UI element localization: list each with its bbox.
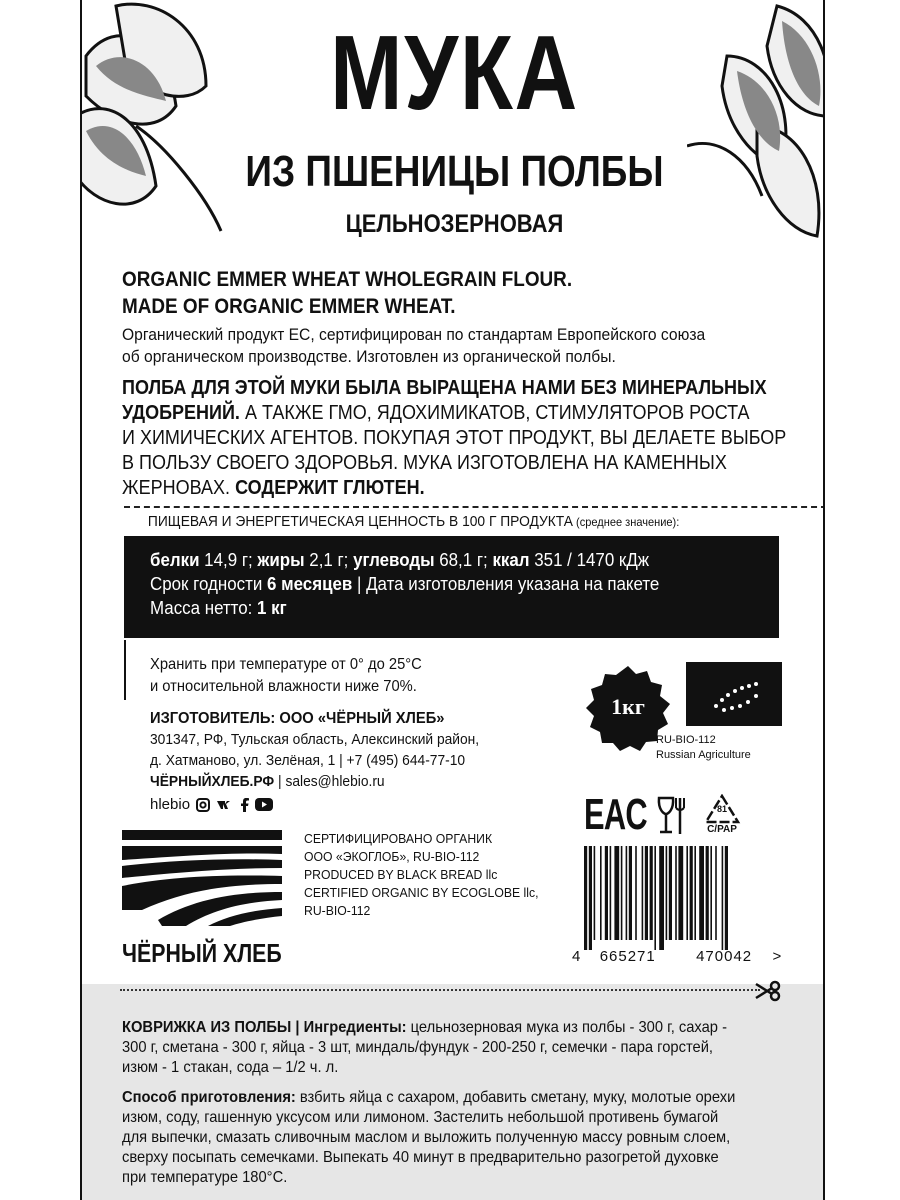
website-link[interactable]: ЧЁРНЫЙХЛЕБ.РФ <box>150 773 275 790</box>
eu-cert-origin: Russian Agriculture <box>656 749 751 761</box>
barcode-digits-right: 470042 <box>696 948 753 965</box>
recipe-method-1: взбить яйца с сахаром, добавить сметану, муку, молотые орехи <box>295 1089 736 1106</box>
kcal-label: ккал <box>492 550 530 570</box>
protein-label: белки <box>150 550 200 570</box>
instagram-icon[interactable] <box>196 798 210 812</box>
product-subtitle: ИЗ ПШЕНИЦЫ ПОЛБЫ <box>245 147 664 196</box>
fat-value: 2,1 г; <box>304 550 354 570</box>
cert-line-3: PRODUCED BY BLACK BREAD llc <box>304 867 498 882</box>
desc-line-4: В ПОЛЬЗУ СВОЕГО ЗДОРОВЬЯ. МУКА ИЗГОТОВЛЕНА НА КАМЕННЫХ <box>122 452 727 474</box>
nutrition-heading <box>124 506 825 530</box>
storage-conditions <box>150 654 422 698</box>
desc-line-2: А ТАКЖЕ ГМО, ЯДОХИМИКАТОВ, СТИМУЛЯТОРОВ РОСТА <box>239 402 750 424</box>
mass-label: Масса нетто: <box>150 598 258 618</box>
recipe-method-label: Способ приготовления: <box>122 1089 296 1106</box>
weight-badge-label: 1кг <box>611 694 645 719</box>
recipe-ingredients-2: 300 г, сметана - 300 г, яйца - 3 шт, миндаль/фундук - 200-250 г, семечки - пара горстей, <box>122 1039 714 1056</box>
facebook-icon[interactable] <box>240 798 249 812</box>
label-page <box>80 0 825 1200</box>
nutrition-heading-text: ПИЩЕВАЯ И ЭНЕРГЕТИЧЕСКАЯ ЦЕННОСТЬ В 100 Г ПРОДУКТА <box>147 513 573 530</box>
organic-statement <box>122 324 705 368</box>
product-type: ЦЕЛЬНОЗЕРНОВАЯ <box>345 210 564 238</box>
product-title: МУКА <box>330 14 579 132</box>
barcode-number <box>572 948 782 965</box>
english-description <box>122 266 572 320</box>
youtube-icon[interactable] <box>255 798 273 811</box>
desc-line-5: ЖЕРНОВАХ. <box>122 477 236 499</box>
protein-value: 14,9 г; <box>199 550 258 570</box>
eu-cert-text <box>656 733 751 763</box>
recipe-title: КОВРИЖКА ИЗ ПОЛБЫ | Ингредиенты: <box>122 1019 407 1036</box>
product-description <box>122 376 786 501</box>
desc-line-2-bold: УДОБРЕНИЙ. <box>122 402 240 424</box>
divider-line <box>124 640 126 700</box>
english-line-1: ORGANIC EMMER WHEAT WHOLEGRAIN FLOUR. <box>122 268 573 291</box>
recipe-method-2: изюм, соду, гашенную уксусом или лимоном. Застелить небольшой противень бумагой <box>122 1109 719 1126</box>
manufacturer-address-1: 301347, РФ, Тульская область, Алексинский район, <box>150 731 480 748</box>
organic-line-1: Органический продукт ЕС, сертифицирован по стандартам Европейского союза <box>122 325 706 344</box>
cert-line-1: СЕРТИФИЦИРОВАНО ОРГАНИК <box>304 831 493 846</box>
eac-mark: EAC <box>584 790 647 839</box>
barcode-arrow: > <box>772 948 783 965</box>
social-name: hlebio <box>150 796 191 813</box>
nutrition-panel <box>124 536 779 638</box>
recipe-text <box>122 1018 748 1188</box>
email-text: | sales@hlebio.ru <box>274 773 385 790</box>
english-line-2: MADE OF ORGANIC EMMER WHEAT. <box>122 295 456 318</box>
recycle-code: 81 <box>716 804 727 814</box>
storage-line-2: и относительной влажности ниже 70%. <box>150 678 417 695</box>
kcal-value: 351 / 1470 кДж <box>529 550 650 570</box>
social-links <box>150 796 273 813</box>
shelf-label: Срок годности <box>150 574 267 594</box>
brand-name: ЧЁРНЫЙ ХЛЕБ <box>122 938 282 968</box>
recipe-method-3: для выпечки, смазать сливочным маслом и выложить полученную массу ровным слоем, <box>122 1129 731 1146</box>
barcode-digits-left: 665271 <box>599 948 656 965</box>
desc-line-3: И ХИМИЧЕСКИХ АГЕНТОВ. ПОКУПАЯ ЭТОТ ПРОДУКТ, ВЫ ДЕЛАЕТЕ ВЫБОР <box>122 427 787 449</box>
mass-value: 1 кг <box>257 598 287 618</box>
carbs-value: 68,1 г; <box>434 550 493 570</box>
recipe-method-5: при температуре 180°С. <box>122 1169 288 1186</box>
desc-line-1: ПОЛБА ДЛЯ ЭТОЙ МУКИ БЫЛА ВЫРАЩЕНА НАМИ БЕЗ МИНЕРАЛЬНЫХ <box>122 377 767 399</box>
cut-line <box>120 989 760 991</box>
eu-organic-logo <box>686 662 782 726</box>
storage-line-1: Хранить при температуре от 0° до 25°С <box>150 656 422 673</box>
recipe-ingredients-3: изюм - 1 стакан, сода – 1/2 ч. л. <box>122 1059 339 1076</box>
recycle-mark <box>702 794 742 838</box>
cert-line-5: RU-BIO-112 <box>304 903 371 918</box>
scissors-icon <box>754 980 782 1002</box>
brand-logo-icon <box>122 830 282 926</box>
shelf-rest: | Дата изготовления указана на пакете <box>352 574 660 594</box>
manufacturer-address-2: д. Хатманово, ул. Зелёная, 1 | +7 (495) 644-77-10 <box>150 752 466 769</box>
shelf-value: 6 месяцев <box>266 574 353 594</box>
gluten-warning: СОДЕРЖИТ ГЛЮТЕН. <box>235 477 425 499</box>
organic-line-2: об органическом производстве. Изготовлен из органической полбы. <box>122 347 616 366</box>
manufacturer-info <box>150 708 479 792</box>
vk-icon[interactable] <box>216 799 234 811</box>
nutrition-heading-note: (среднее значение): <box>572 515 680 529</box>
carbs-label: углеводы <box>353 550 435 570</box>
recipe-method-4: сверху посыпать семечками. Выпекать 40 минут в предварительно разогретой духовке <box>122 1149 719 1166</box>
eu-cert-code: RU-BIO-112 <box>656 734 716 746</box>
food-safe-icon <box>656 796 692 836</box>
cert-line-4: CERTIFIED ORGANIC BY ECOGLOBE llc, <box>304 885 539 900</box>
fat-label: жиры <box>257 550 305 570</box>
recycle-label: C/PAP <box>707 824 737 835</box>
recipe-ingredients-1: цельнозерновая мука из полбы - 300 г, сахар - <box>406 1019 727 1036</box>
eu-leaf-stars-icon <box>686 662 782 726</box>
certification-info <box>304 830 539 920</box>
barcode <box>582 846 772 950</box>
cert-line-2: ООО «ЭКОГЛОБ», RU-BIO-112 <box>304 849 480 864</box>
manufacturer-heading: ИЗГОТОВИТЕЛЬ: ООО «ЧЁРНЫЙ ХЛЕБ» <box>150 710 445 727</box>
barcode-digit-first: 4 <box>572 948 582 965</box>
